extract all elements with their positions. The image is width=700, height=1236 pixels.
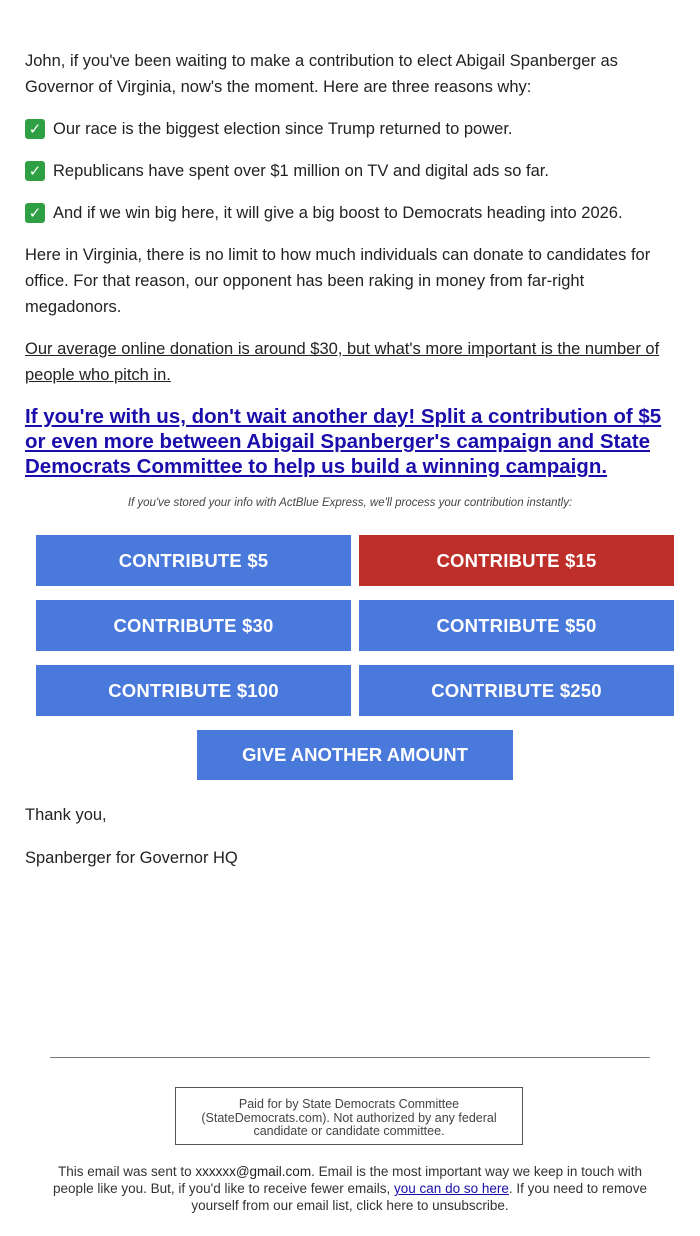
thank-you-text: Thank you, [25,806,107,824]
paid-for-disclaimer: Paid for by State Democrats Committee (StateDemocrats.com). Not authorized by any federal candidate or candidate committee. [175,1087,523,1145]
average-donation-paragraph: Our average online donation is around $30, but what's more important is the number of people who pitch in. [25,340,660,384]
footer-divider [50,1057,650,1058]
signature-text: Spanberger for Governor HQ [25,849,238,867]
reason-text: And if we win big here, it will give a big boost to Democrats heading into 2026. [53,204,623,222]
reason-text: Our race is the biggest election since Trump returned to power. [53,120,513,138]
checkmark-icon: ✓ [25,161,45,181]
footer-sent-middle: . Email is the most important way we keep in touch with people like you. But, if you'd like to receive fewer emails, [53,1164,642,1196]
contribute-15-button[interactable]: CONTRIBUTE $15 [359,535,674,586]
button-row [36,535,674,586]
intro-paragraph: John, if you've been waiting to make a contribution to elect Abigail Spanberger as Governor of Virginia, now's the moment. Here are three reasons why: [25,52,618,96]
button-row [36,665,674,716]
checkmark-icon: ✓ [25,119,45,139]
unsubscribe-link[interactable]: click here to unsubscribe. [356,1198,509,1213]
virginia-paragraph: Here in Virginia, there is no limit to how much individuals can donate to candidates for office. For that reason, our opponent has been raking in money from far-right megadonors. [25,246,651,316]
contribute-30-button[interactable]: CONTRIBUTE $30 [36,600,351,651]
email-body [25,48,680,529]
headline-donate-link[interactable]: If you're with us, don't wait another day! Split a contribution of $5 or even more between Abigail Spanberger's campaign and State Democrats Committee to help us build a winning campaign. [25,405,662,478]
footer-sent-suffix: . If you need to remove yourself from our email list, [191,1181,647,1213]
contribution-buttons [36,535,674,730]
reason-text: Republicans have spent over $1 million on TV and digital ads so far. [53,162,549,180]
reason-item [25,158,680,184]
reason-item [25,200,680,226]
reason-item [25,116,680,142]
fewer-emails-link[interactable]: you can do so here [394,1181,509,1196]
give-another-amount-button[interactable]: GIVE ANOTHER AMOUNT [197,730,513,780]
contribute-100-button[interactable]: CONTRIBUTE $100 [36,665,351,716]
recipient-email: xxxxxx@gmail.com [195,1164,312,1179]
contribute-50-button[interactable]: CONTRIBUTE $50 [359,600,674,651]
footer-text [40,1163,660,1214]
button-row [36,600,674,651]
footer-sent-prefix: This email was sent to [58,1164,196,1179]
actblue-express-note: If you've stored your info with ActBlue Express, we'll process your contribution instantly: [127,497,573,509]
checkmark-icon: ✓ [25,203,45,223]
contribute-5-button[interactable]: CONTRIBUTE $5 [36,535,351,586]
contribute-250-button[interactable]: CONTRIBUTE $250 [359,665,674,716]
